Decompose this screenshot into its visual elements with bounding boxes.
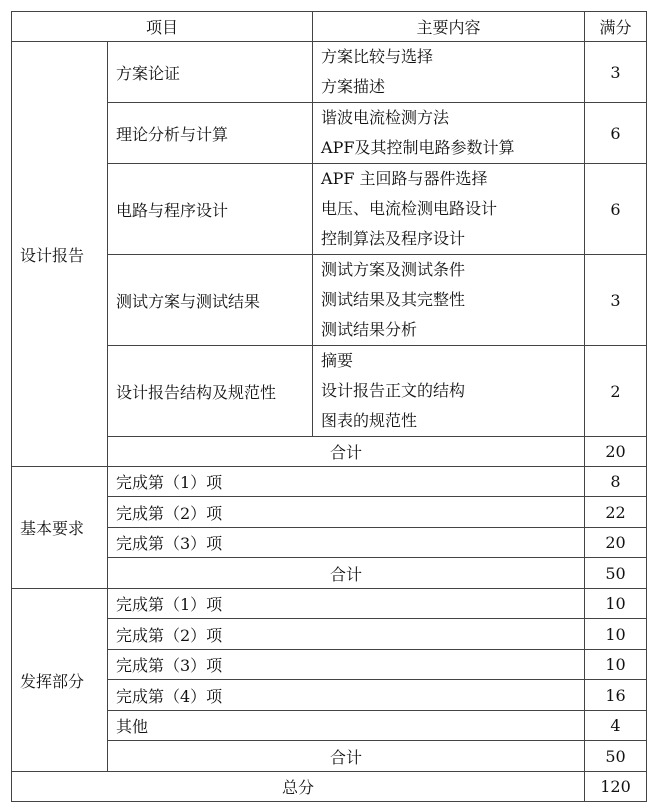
item-label: 理论分析与计算 xyxy=(108,103,313,164)
item-label: 测试方案与测试结果 xyxy=(108,255,313,346)
content-cell xyxy=(313,103,585,164)
content-line: 测试结果分析 xyxy=(321,320,418,339)
item-label: 完成第（3）项 xyxy=(108,528,585,558)
subtotal-value: 50 xyxy=(585,741,647,772)
header-content: 主要内容 xyxy=(313,12,585,42)
score-cell: 4 xyxy=(585,711,647,741)
table-row xyxy=(12,711,647,741)
item-label: 完成第（1）项 xyxy=(108,589,585,619)
content-line: 图表的规范性 xyxy=(321,411,418,430)
content-line: 谐波电流检测方法 xyxy=(321,108,450,127)
scoring-table xyxy=(11,11,647,802)
category-design-report: 设计报告 xyxy=(12,42,108,467)
category-extension: 发挥部分 xyxy=(12,589,108,772)
content-line: APF及其控制电路参数计算 xyxy=(321,138,515,157)
item-label: 完成第（4）项 xyxy=(108,680,585,711)
table-row xyxy=(12,497,647,528)
subtotal-label: 合计 xyxy=(108,558,585,589)
header-score: 满分 xyxy=(585,12,647,42)
score-cell: 3 xyxy=(585,42,647,103)
subtotal-value: 50 xyxy=(585,558,647,589)
subtotal-row xyxy=(12,558,647,589)
content-cell xyxy=(313,255,585,346)
score-cell: 22 xyxy=(585,497,647,528)
table-row xyxy=(12,103,647,164)
item-label: 完成第（3）项 xyxy=(108,650,585,680)
score-cell: 6 xyxy=(585,103,647,164)
table-header-row xyxy=(12,12,647,42)
item-label: 电路与程序设计 xyxy=(108,164,313,255)
total-value: 120 xyxy=(585,772,647,802)
content-line: 测试结果及其完整性 xyxy=(321,290,466,309)
table-row xyxy=(12,680,647,711)
content-line: 方案描述 xyxy=(321,77,386,96)
score-cell: 3 xyxy=(585,255,647,346)
header-item: 项目 xyxy=(12,12,313,42)
table-row xyxy=(12,528,647,558)
subtotal-value: 20 xyxy=(585,437,647,467)
table-row xyxy=(12,619,647,650)
item-label: 其他 xyxy=(108,711,585,741)
table-row xyxy=(12,467,647,497)
content-line: APF 主回路与器件选择 xyxy=(321,169,488,188)
table-row xyxy=(12,42,647,103)
subtotal-label: 合计 xyxy=(108,437,585,467)
item-label: 方案论证 xyxy=(108,42,313,103)
score-cell: 20 xyxy=(585,528,647,558)
item-label: 完成第（1）项 xyxy=(108,467,585,497)
score-cell: 16 xyxy=(585,680,647,711)
content-cell xyxy=(313,346,585,437)
content-cell xyxy=(313,164,585,255)
score-cell: 6 xyxy=(585,164,647,255)
content-line: 控制算法及程序设计 xyxy=(321,229,466,248)
table-row xyxy=(12,255,647,346)
item-label: 完成第（2）项 xyxy=(108,619,585,650)
score-cell: 10 xyxy=(585,650,647,680)
subtotal-row xyxy=(12,741,647,772)
subtotal-label: 合计 xyxy=(108,741,585,772)
content-line: 设计报告正文的结构 xyxy=(321,381,466,400)
score-cell: 10 xyxy=(585,619,647,650)
table-row xyxy=(12,346,647,437)
content-cell xyxy=(313,42,585,103)
item-label: 设计报告结构及规范性 xyxy=(108,346,313,437)
content-line: 摘要 xyxy=(321,351,354,370)
total-label: 总分 xyxy=(12,772,585,802)
score-cell: 8 xyxy=(585,467,647,497)
subtotal-row xyxy=(12,437,647,467)
content-line: 方案比较与选择 xyxy=(321,47,434,66)
table-row xyxy=(12,650,647,680)
category-basic: 基本要求 xyxy=(12,467,108,589)
item-label: 完成第（2）项 xyxy=(108,497,585,528)
total-row xyxy=(12,772,647,802)
table-row xyxy=(12,589,647,619)
table-row xyxy=(12,164,647,255)
score-cell: 10 xyxy=(585,589,647,619)
score-cell: 2 xyxy=(585,346,647,437)
content-line: 电压、电流检测电路设计 xyxy=(321,199,498,218)
content-line: 测试方案及测试条件 xyxy=(321,260,466,279)
